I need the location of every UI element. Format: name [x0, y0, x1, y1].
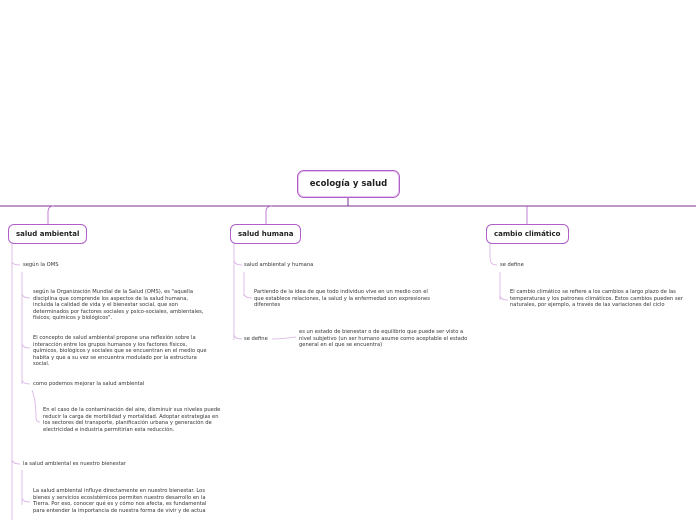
topic-se-define-humana[interactable]: se define: [244, 336, 268, 342]
branch-salud-humana[interactable]: salud humana: [230, 224, 301, 244]
branch-cambio-climatico[interactable]: cambio climático: [486, 224, 569, 244]
topic-concepto[interactable]: El concepto de salud ambiental propone una reflexión sobre la interacción entre los grupos humanos y los factores físicos, químicos, biológicos y sociales que se encuentran en el medio que habita y que a su vez se encuentra modulado por la estructura social.: [33, 335, 207, 368]
branch-salud-ambiental[interactable]: salud ambiental: [8, 224, 87, 244]
root-topic[interactable]: ecología y salud: [297, 170, 400, 198]
topic-partiendo[interactable]: Partiendo de la idea de que todo individuo vive en un medio con el que establece relaciones, la salud y la enfermedad son expresiones diferentes: [254, 289, 430, 309]
topic-bienestar[interactable]: la salud ambiental es nuestro bienestar: [23, 461, 126, 467]
topic-salud-ambiental-humana[interactable]: salud ambiental y humana: [244, 262, 314, 268]
topic-se-define-clima[interactable]: se define: [500, 262, 524, 268]
topic-mejorar-text[interactable]: En el caso de la contaminación del aire, disminuir sus niveles puede reducir la carga de morbilidad y mortalidad. Adoptar estrategias en los sectores del transporte, planificación urbana y generación de electricidad e industria permitirían esta reducción.: [43, 407, 221, 433]
topic-estado-bienestar[interactable]: es un estado de bienestar o de equilibrio que puede ser visto a nivel subjetivo (un ser humano asume como aceptable el estado general en el que se encuentra): [299, 329, 468, 349]
topic-segun-oms[interactable]: según la OMS: [23, 262, 59, 268]
topic-oms-definition[interactable]: según la Organización Mundial de la Salud (OMS), es "aquella disciplina que comprende los aspectos de la salud humana, incluida la calidad de vida y el bienestar social, que son determinados por factores sociales y psico-sociales, ambientales, físicos; químicos y biológicos".: [33, 289, 204, 322]
topic-bienestar-text[interactable]: La salud ambiental influye directamente en nuestro bienestar. Los bienes y servicios ecosistémicos permiten nuestro desarrollo en la Tierra. Por eso, conocer qué es y cómo nos afecta, es fundamental para entender la importancia de nuestra forma de vivir y de actua: [33, 488, 207, 514]
topic-cambio-definition[interactable]: El cambio climático se refiere a los cambios a largo plazo de las temperaturas y los patrones climáticos. Estos cambios pueden ser naturales, por ejemplo, a través de las variaciones del ciclo: [510, 289, 683, 309]
topic-como-mejorar[interactable]: como podemos mejorar la salud ambiental: [33, 381, 145, 387]
